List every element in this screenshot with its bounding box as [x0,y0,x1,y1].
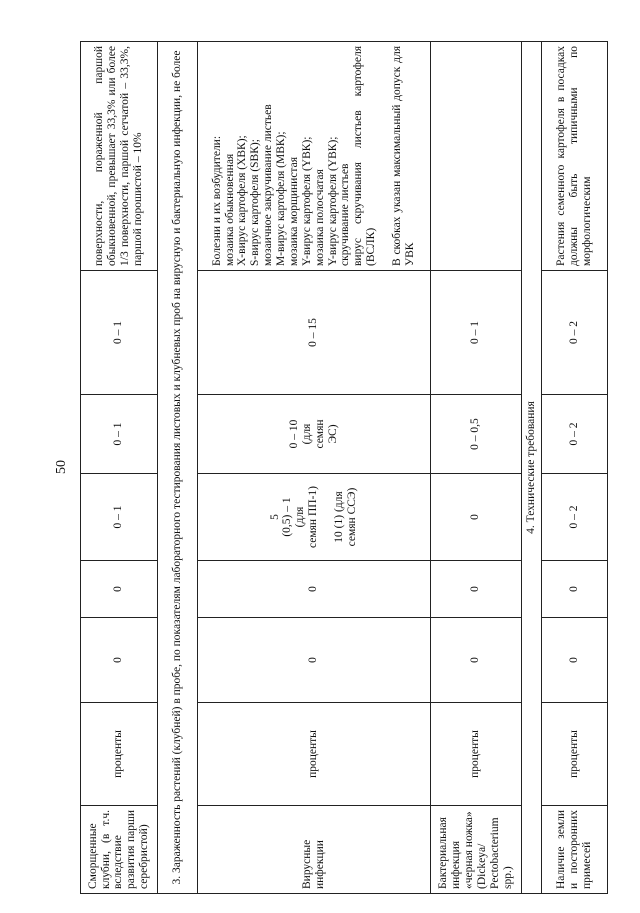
value-cell: 0 – 1 [81,271,158,395]
value-cell: 0 [430,618,521,703]
table-row-wilted-tubers [81,42,158,894]
section-heading-infection: 3. Зараженность растений (клубней) в пробе, по показателям лабораторного тестирования листовых и клубневых проб на вирусную и бактериальную инфекции, не более [157,42,197,894]
indicator-cell: Вирусные инфекции [197,806,430,894]
value-cell: 0 – 2 [541,474,607,561]
note-cell: поверхности, пораженной паршой обыкновенной, превышает 33,3% или более 1/3 поверхности, паршой сетчатой – 33,3%, паршой порошистой – 10% [81,42,158,271]
rotated-content [80,42,608,894]
note-cell [430,42,521,271]
value-cell: 0 [81,561,158,618]
requirements-table [80,41,608,894]
indicator-cell: Бактериальная инфекция «черная ножка» (Dickeya/ Pectobacterium spp.) [430,806,521,894]
unit-cell: проценты [430,703,521,806]
value-cell: 0 – 1 [81,474,158,561]
value-cell: 0 [197,618,430,703]
section-heading-row [521,42,541,894]
unit-cell: проценты [197,703,430,806]
section-heading-row [157,42,197,894]
value-cell: 0 – 2 [541,395,607,474]
rotated-table-area [80,42,608,894]
value-cell: 0 – 1 [430,271,521,395]
value-cell: 5 (0,5) – 1 (для семян ПП-1) 10 (1) (для семян ССЭ) [197,474,430,561]
value-cell: 0 [430,474,521,561]
value-cell: 0 – 10 (для семян ЭС) [197,395,430,474]
value-cell: 0 [541,561,607,618]
unit-cell: проценты [81,703,158,806]
page-number: 50 [54,460,69,474]
table-row-viral-infections [197,42,430,894]
value-cell: 0 [541,618,607,703]
table-row-bacterial-infection [430,42,521,894]
section-heading-technical: 4. Технические требования [521,42,541,894]
unit-cell: проценты [541,703,607,806]
note-cell: Болезни и их возбудители: мозаика обыкновенная X-вирус картофеля (XВК); S-вирус картофеля (SВК); мозаичное закручивание листьев M-вирус картофеля (MВК); мозаика морщинистая Y-вирус картофеля (YВК); мозаика полосчатая Y-вирус картофеля (YВК); скручивание листьев вирус скручивания листьев картофеля (ВСЛК) В скобках указан максимальный допуск для УВК [197,42,430,271]
note-cell: Растения семенного картофеля в посадках должны быть типичными по морфологическим [541,42,607,271]
value-cell: 0 [81,618,158,703]
table-row-impurities [541,42,607,894]
value-cell: 0 – 1 [81,395,158,474]
indicator-cell: Наличие земли и посторонних примесей [541,806,607,894]
value-cell: 0 [430,561,521,618]
value-cell: 0 – 15 [197,271,430,395]
value-cell: 0 – 2 [541,271,607,395]
value-cell: 0 [197,561,430,618]
indicator-cell: Сморщенные клубни, (в т.ч. вследствие развития парши серебристой) [81,806,158,894]
value-cell: 0 – 0,5 [430,395,521,474]
